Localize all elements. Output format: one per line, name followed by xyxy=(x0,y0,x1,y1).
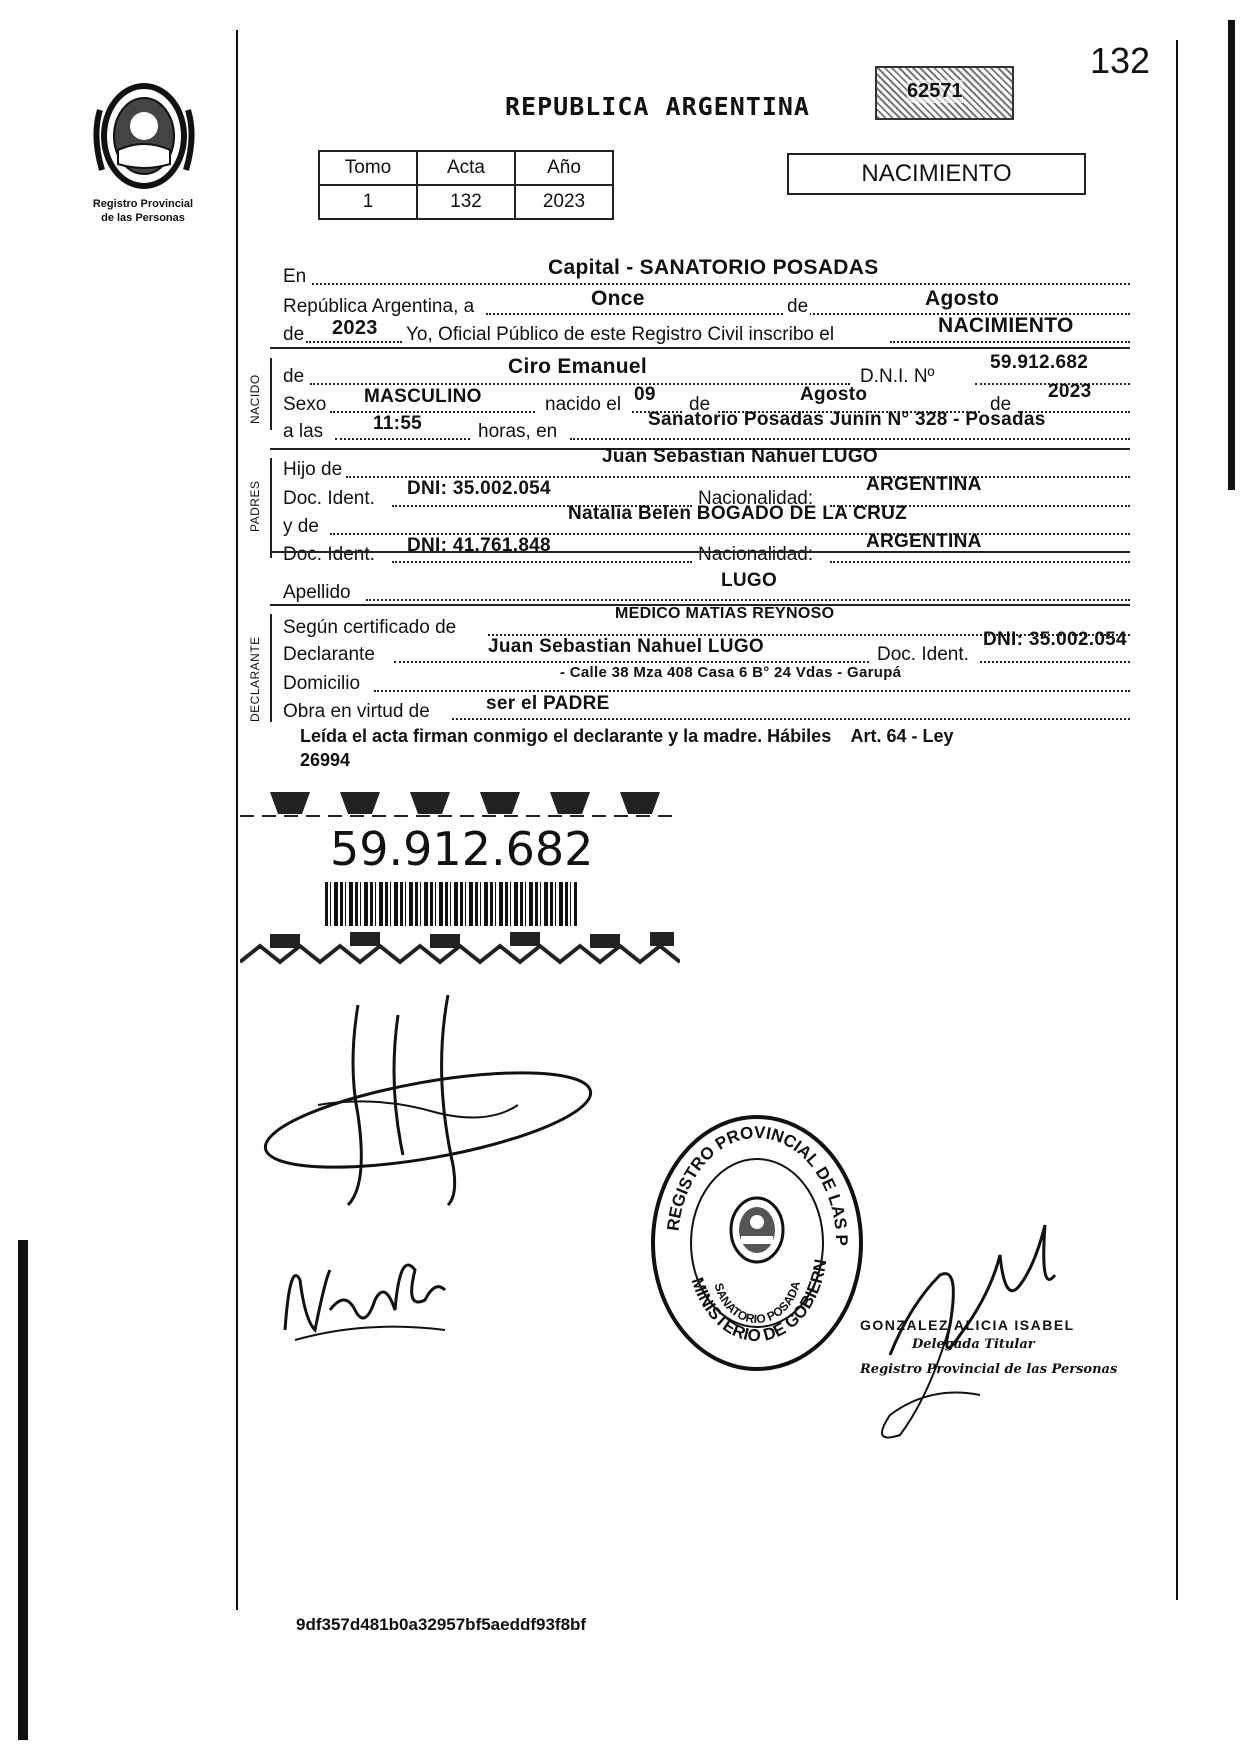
value-dni: 59.912.682 xyxy=(990,352,1089,373)
value-madre-doc: DNI: 41.761.848 xyxy=(407,535,551,556)
dots-doc-madre xyxy=(392,561,692,563)
seal-inner-text: SANATORIO POSADA xyxy=(711,1279,803,1327)
right-edge-bar xyxy=(1228,20,1235,490)
security-wave-top xyxy=(240,786,680,820)
value-hora: 11:55 xyxy=(373,413,423,434)
right-margin-line xyxy=(1176,40,1178,1600)
left-edge-bar xyxy=(18,1240,28,1740)
barcode xyxy=(325,882,577,926)
label-yo: Yo, Oficial Público de este Registro Civil inscribo el xyxy=(406,324,835,345)
value-padre-nac: ARGENTINA xyxy=(866,474,982,495)
label-segun: Según certificado de xyxy=(283,617,457,638)
value-padre-doc: DNI: 35.002.054 xyxy=(407,478,551,499)
label-de-mes: de xyxy=(787,296,809,317)
line-nacido-top xyxy=(270,347,1130,349)
value-nac-anio: 2023 xyxy=(1048,381,1092,402)
dots-lugar-nac xyxy=(570,438,1130,440)
label-apellido: Apellido xyxy=(283,582,351,603)
label-hijo-de: Hijo de xyxy=(283,459,343,480)
value-certificado: MEDICO MATIAS REYNOSO xyxy=(615,605,835,622)
stamp-code: 62571 xyxy=(907,80,963,102)
section-declarante: DECLARANTE xyxy=(248,636,262,722)
label-de-nombre: de xyxy=(283,366,305,387)
seal-outer-text: REGISTRO PROVINCIAL DE LAS P xyxy=(663,1122,852,1246)
label-declarante: Declarante xyxy=(283,644,375,665)
dots-nombre xyxy=(310,383,850,385)
value-anio: 2023 xyxy=(515,185,613,219)
dots-domicilio xyxy=(374,690,1130,692)
dots-anio xyxy=(306,341,402,343)
label-de2: de xyxy=(990,394,1012,415)
section-nacido: NACIDO xyxy=(248,374,262,424)
label-a-las: a las xyxy=(283,421,324,442)
dots-hora xyxy=(335,438,470,440)
province-seal-icon xyxy=(88,80,200,192)
section-padres: PADRES xyxy=(248,480,262,532)
value-lugar: Capital - SANATORIO POSADAS xyxy=(548,256,879,279)
label-horas-en: horas, en xyxy=(478,421,558,442)
act-type-box xyxy=(787,153,1086,195)
section-bar-nacido xyxy=(270,358,272,430)
closing-line-1: Leída el acta firman conmigo el declarante y la madre. Hábiles Art. 64 - Ley xyxy=(300,726,954,746)
header-stamp xyxy=(875,66,1014,120)
logo-caption-2: de las Personas xyxy=(101,212,185,224)
value-sexo: MASCULINO xyxy=(364,386,482,407)
value-lugar-nac: Sanatorio Posadas Junín N° 328 - Posadas xyxy=(648,409,1046,430)
label-y-de: y de xyxy=(283,516,319,537)
header-tomo: Tomo xyxy=(319,151,417,185)
label-republica: República Argentina, a xyxy=(283,296,475,317)
label-domicilio: Domicilio xyxy=(283,673,361,694)
dots-sexo xyxy=(330,411,535,413)
value-dia: Once xyxy=(591,287,645,310)
dni-big: 59.912.682 xyxy=(330,822,594,876)
dots-en xyxy=(312,283,1130,285)
dots-doc-declarante xyxy=(980,661,1130,663)
act-type: NACIMIENTO xyxy=(861,160,1012,187)
security-wave-bottom xyxy=(240,928,680,968)
page-number: 132 xyxy=(1090,40,1151,81)
value-madre: Natalia Belen BOGADO DE LA CRUZ xyxy=(568,503,908,524)
left-margin-line xyxy=(236,30,238,1610)
seal-emblem-icon xyxy=(731,1198,783,1262)
value-apellido: LUGO xyxy=(721,570,778,591)
registry-logo xyxy=(88,80,200,192)
act-table xyxy=(318,150,614,220)
dots-inscribe xyxy=(890,341,1130,343)
dots-obra xyxy=(452,718,1130,720)
dots-declarante xyxy=(394,661,869,663)
line-padres-bottom xyxy=(270,551,1130,553)
section-bar-padres xyxy=(270,458,272,558)
value-nac-dia: 09 xyxy=(634,384,656,405)
section-bar-declarante xyxy=(270,614,272,722)
dots-nac-madre xyxy=(830,561,1130,563)
label-nac-padre: Nacionalidad: xyxy=(698,488,814,509)
officer-role: Delegada Titular xyxy=(912,1337,1035,1352)
label-de-anio: de xyxy=(283,324,305,345)
value-anio: 2023 xyxy=(332,317,378,339)
label-en: En xyxy=(283,266,307,287)
value-domicilio: - Calle 38 Mza 408 Casa 6 B° 24 Vdas - Garupá xyxy=(560,664,902,681)
value-tomo: 1 xyxy=(319,185,417,219)
country-title: REPUBLICA ARGENTINA xyxy=(505,92,810,121)
value-declarante-doc: DNI: 35.002.054 xyxy=(983,629,1127,650)
label-dni: D.N.I. Nº xyxy=(860,366,935,387)
value-acta: 132 xyxy=(417,185,515,219)
label-nac-madre: Nacionalidad: xyxy=(698,544,814,565)
officer-name: GONZALEZ ALICIA ISABEL xyxy=(860,1317,1075,1333)
officer-signature xyxy=(850,1215,1120,1455)
officer-org: Registro Provincial de las Personas xyxy=(860,1362,1118,1377)
dots-apellido xyxy=(366,599,1130,601)
label-doc-declarante: Doc. Ident. xyxy=(877,644,969,665)
label-doc-padre: Doc. Ident. xyxy=(283,488,375,509)
label-doc-madre: Doc. Ident. xyxy=(283,544,375,565)
value-declarante: Juan Sebastian Nahuel LUGO xyxy=(488,636,764,657)
header-anio: Año xyxy=(515,151,613,185)
logo-caption-1: Registro Provincial xyxy=(92,198,194,210)
official-seal xyxy=(648,1112,866,1374)
declarant-signature xyxy=(258,985,618,1215)
value-nac-mes: Agosto xyxy=(800,384,868,405)
value-mes: Agosto xyxy=(925,287,1000,310)
seal-bottom-text: MINISTERIO DE GOBIERN xyxy=(687,1257,831,1346)
value-nombre: Ciro Emanuel xyxy=(508,355,647,378)
document-hash: 9df357d481b0a32957bf5aeddf93f8bf xyxy=(296,1615,587,1634)
value-padre: Juan Sebastian Nahuel LUGO xyxy=(602,446,878,467)
label-nacido-el: nacido el xyxy=(545,394,622,415)
header-acta: Acta xyxy=(417,151,515,185)
mother-signature xyxy=(275,1240,455,1350)
value-madre-nac: ARGENTINA xyxy=(866,531,982,552)
value-inscribe: NACIMIENTO xyxy=(938,314,1074,337)
value-obra: ser el PADRE xyxy=(486,693,610,714)
label-obra: Obra en virtud de xyxy=(283,701,430,722)
label-de1: de xyxy=(689,394,711,415)
label-sexo: Sexo xyxy=(283,394,327,415)
closing-line-2: 26994 xyxy=(300,750,351,770)
